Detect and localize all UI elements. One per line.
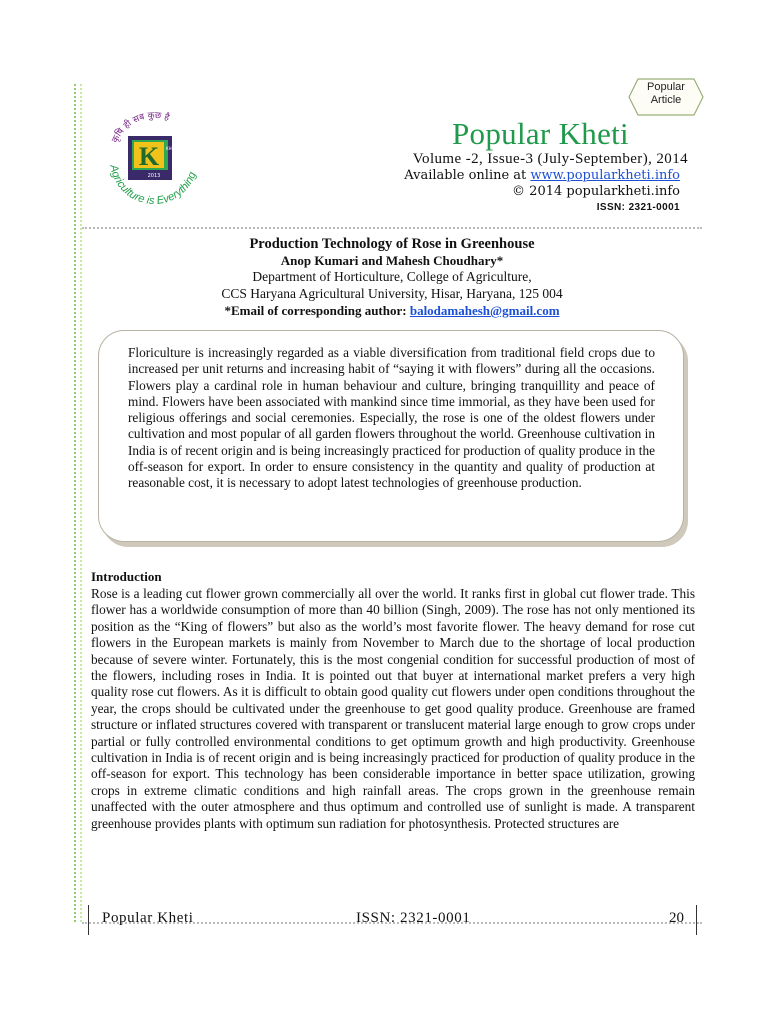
author-university: CCS Haryana Agricultural University, Hisar, Haryana, 125 004 [221, 286, 563, 301]
abstract-text: Floriculture is increasingly regarded as a viable diversification from traditional field crops due to increased per unit returns and increasing habit of “saying it with flowers” during all the occasions. Flowers play a cardinal role in human behaviour and culture, bringing tranquillity and peace of mind. Flowers have been associated with mankind since time immorial, as they have been used for religious offerings and social ceremonies. Especially, the rose is one of the oldest flowers under cultivation and most popular of all garden flowers throughout the world. Greenhouse cultivation in India is of recent origin and is being increasingly practiced for production of quality produce in the off-season for export. In order to ensure consistency in the quantity and quality of production at reasonable cost, it is necessary to adopt latest technologies of greenhouse production. [128, 345, 655, 491]
popular-article-badge [628, 81, 704, 107]
introduction-heading: Introduction [91, 569, 162, 584]
article-authors: Anop Kumari and Mahesh Choudhary* [280, 253, 504, 268]
logo-hindi-motto: कृषि ही सब कुछ है [110, 110, 171, 145]
copyright: © 2014 popularkheti.info [512, 184, 680, 199]
author-department: Department of Horticulture, College of Agriculture, [252, 269, 532, 284]
website-link[interactable]: www.popularkheti.info [530, 168, 680, 183]
introduction-body: Rose is a leading cut flower grown commercially all over the world. It ranks first in global cut flower trade. This flower has a worldwide consumption of more than 40 billion (Singh, 2009). The rose has not only mentioned its position as the “King of flowers” but also as the world’s most favorite flower. The heavy demand for rose cut flowers in the European markets is mainly from November to March due to the shortage of local production because of severe winter. Fortunately, this is the most congenial condition for successful production of most of the flowers, including roses in India. It is pointed out that buyer at international market prefers a very high quality rose cut flowers. As it is difficult to obtain good quality cut flowers under open conditions throughout the year, the crops should be cultivated under the greenhouse to get good quality produce. Greenhouse are framed structure or inflated structures covered with transparent or translucent material large enough to grow crops under partial or fully controlled environmental conditions to get optimum growth and high productivity. Greenhouse cultivation in India is of recent origin and is being increasingly practiced for production of quality produce in the off-season for export. This technology has been considerable importance in better space utilization, growing crops in extreme climatic conditions and high rainfall areas. The crops grown in the greenhouse remain unaffected with the outer atmosphere and thus optimum and controlled use of sunlight is made. A transparent greenhouse provides plants with optimum sun radiation for photosynthesis. Protected structures are [91, 586, 695, 831]
logo-small-text: KHETI [166, 146, 178, 151]
issn-header: ISSN: 2321-0001 [596, 202, 680, 213]
magazine-title: Popular Kheti [452, 116, 629, 151]
badge-line-1: Popular [647, 81, 685, 93]
footer-tick-left [88, 905, 89, 935]
header-divider [82, 227, 702, 229]
badge-line-2: Article [650, 94, 682, 106]
logo-year: 2013 [147, 173, 161, 179]
email-label: *Email of corresponding author: [224, 303, 410, 318]
logo-english-motto: Agriculture is Everything [107, 163, 199, 208]
email-link[interactable]: balodamahesh@gmail.com [409, 303, 560, 318]
footer-tick-right [696, 905, 697, 935]
available-prefix: Available online at [404, 168, 531, 183]
available-online [380, 168, 680, 183]
popular-kheti-logo [96, 100, 212, 216]
volume-issue: Volume -2, Issue-3 (July-September), 2014 [412, 151, 688, 167]
footer-magazine-name: Popular Kheti [102, 910, 194, 926]
logo-letter: K [138, 142, 160, 171]
article-title: Production Technology of Rose in Greenhouse [249, 236, 535, 252]
logo-vertical-text: Popular [122, 155, 128, 174]
page-number: 20 [669, 910, 684, 926]
left-border-vine-inner [80, 84, 84, 922]
footer-issn: ISSN: 2321-0001 [356, 910, 471, 926]
corresponding-email [82, 303, 702, 319]
